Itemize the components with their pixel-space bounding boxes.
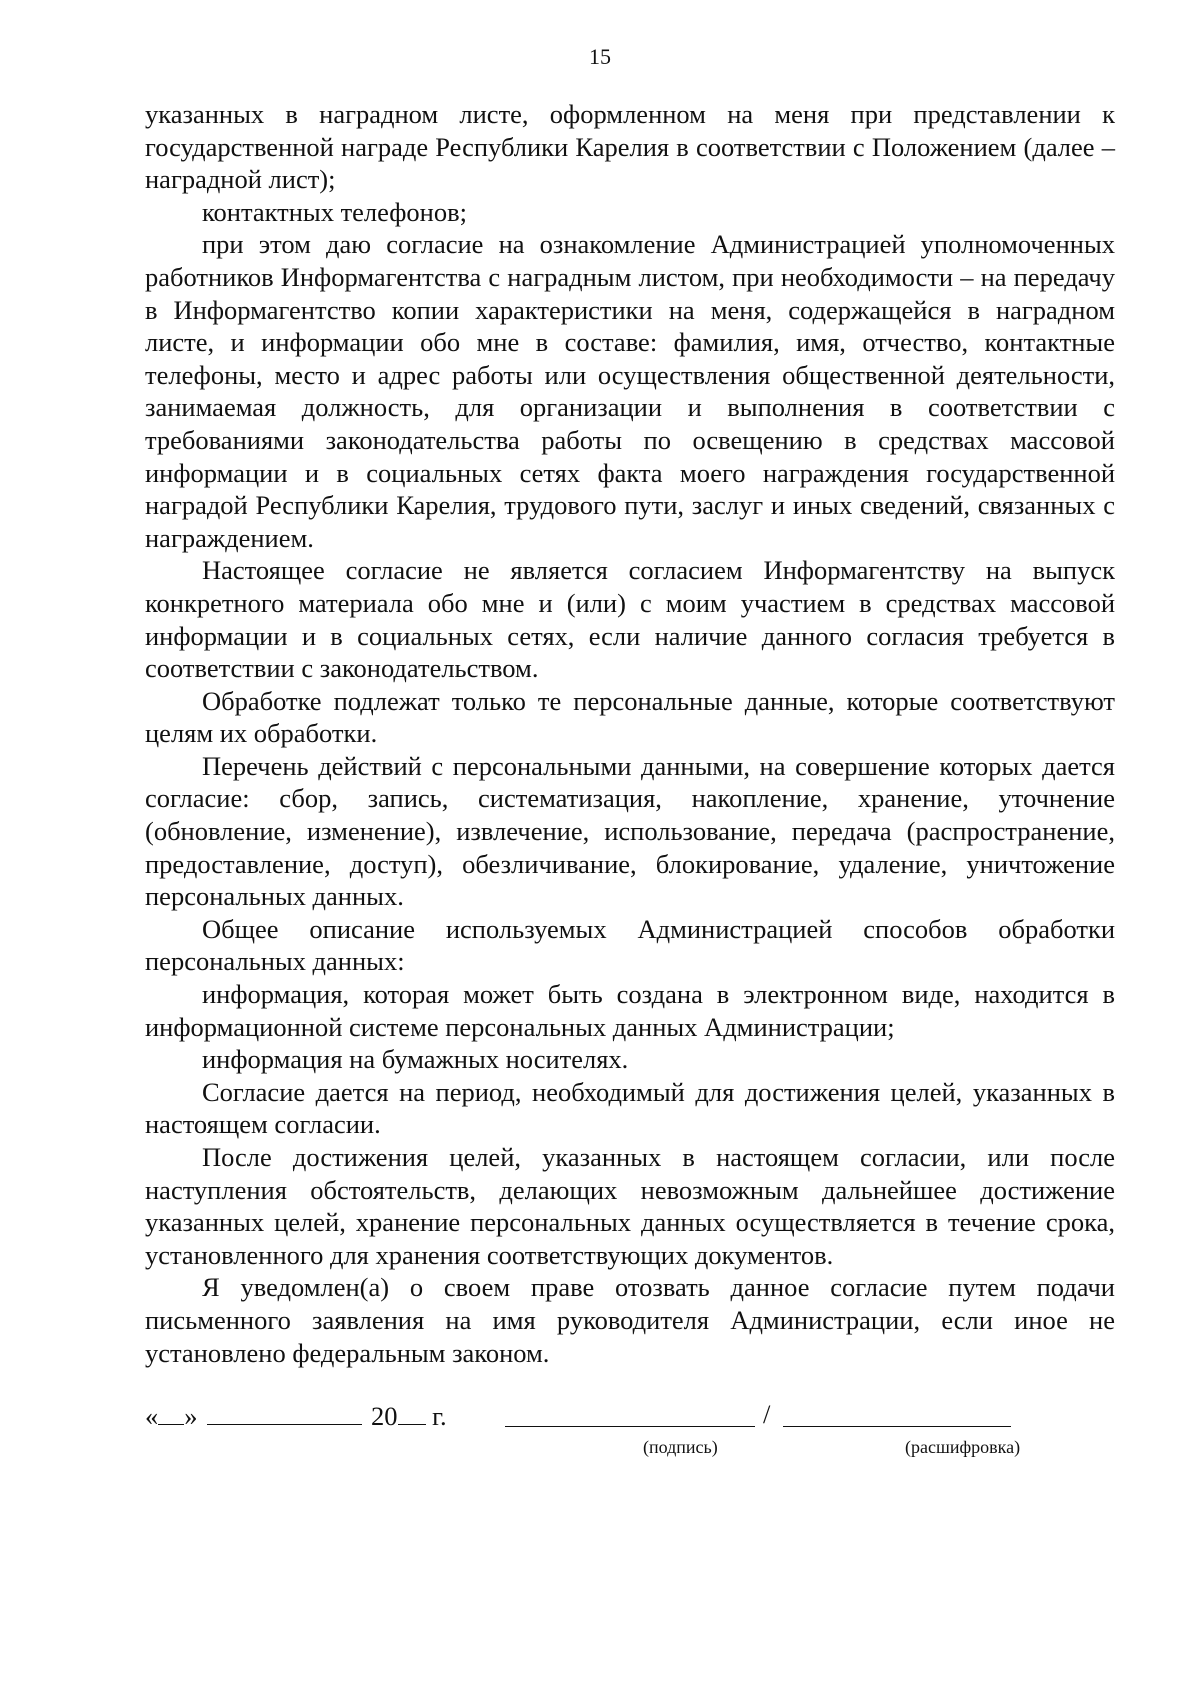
decoding-line [783, 1426, 1011, 1427]
paragraph: Я уведомлен(а) о своем праве отозвать данное согласие путем подачи письменного заявления на имя руководителя Администрации, если иное не установлено федеральным законом. [145, 1272, 1115, 1368]
paragraph: Обработке подлежат только те персональные данные, которые соответствуют целям их обработки. [145, 685, 1115, 749]
paragraph: указанных в наградном листе, оформленном на меня при представлении к государственной награде Республики Карелия в соответствии с Положением (далее – наградной лист); [145, 99, 1115, 195]
paragraph: После достижения целей, указанных в настоящем согласии, или после наступления обстоятельств, делающих невозможным дальнейшее достижение указанных целей, хранение персональных данных осуществляется в течение срока, установленного для хранения соответствующих документов. [145, 1142, 1115, 1270]
quote-open: « [145, 1401, 159, 1431]
signature-separator: / [763, 1399, 771, 1429]
paragraph: Общее описание используемых Администрацией способов обработки персональных данных: [145, 913, 1115, 977]
signature-caption: (подпись) [643, 1437, 718, 1457]
quote-close: » [184, 1401, 198, 1431]
date-year-field [371, 1398, 447, 1432]
day-blank [158, 1398, 184, 1425]
paragraph: при этом даю согласие на ознакомление Администрацией уполномоченных работников Информагентства с наградным листом, при необходимости – на передачу в Информагентство копии характеристики на меня, содержащейся в наградном листе, и информации обо мне в составе: фамилия, имя, отчество, контактные телефоны, место и адрес работы или осуществления общественной деятельности, занимаемая должность, для организации и выполнения в соответствии с требованиями законодательства работы по освещению в средствах массовой информации и в социальных сетях факта моего награждения государственной наградой Республики Карелия, трудового пути, заслуг и иных сведений, связанных с награждением. [145, 229, 1115, 553]
year-prefix: 20 [371, 1401, 398, 1431]
paragraph: Согласие дается на период, необходимый для достижения целей, указанных в настоящем согласии. [145, 1076, 1115, 1140]
page-number: 15 [589, 44, 611, 69]
paragraph: контактных телефонов; [202, 196, 467, 227]
year-blank [398, 1398, 426, 1425]
paragraph: информация, которая может быть создана в электронном виде, находится в информационной системе персональных данных Администрации; [145, 979, 1115, 1042]
paragraph: Перечень действий с персональными данными, на совершение которых дается согласие: сбор, запись, систематизация, накопление, хранение, уточнение (обновление, изменение), извлечение, использование, передача (распространение, предоставление, доступ), обезличивание, блокирование, удаление, уничтожение персональных данных. [145, 750, 1115, 912]
date-day-field [145, 1398, 198, 1432]
signature-row [145, 1398, 1045, 1438]
signature-line [505, 1426, 755, 1427]
month-blank [207, 1398, 362, 1425]
paragraph: информация на бумажных носителях. [202, 1044, 629, 1075]
decoding-caption: (расшифровка) [905, 1437, 1021, 1457]
paragraph: Настоящее согласие не является согласием Информагентству на выпуск конкретного материала обо мне и (или) с моим участием в средствах массовой информации и в социальных сетях, если наличие данного согласия требуется в соответствии с законодательством. [145, 555, 1115, 684]
year-suffix: г. [432, 1401, 447, 1431]
document-body [145, 98, 1115, 1369]
date-month-field [207, 1398, 362, 1432]
